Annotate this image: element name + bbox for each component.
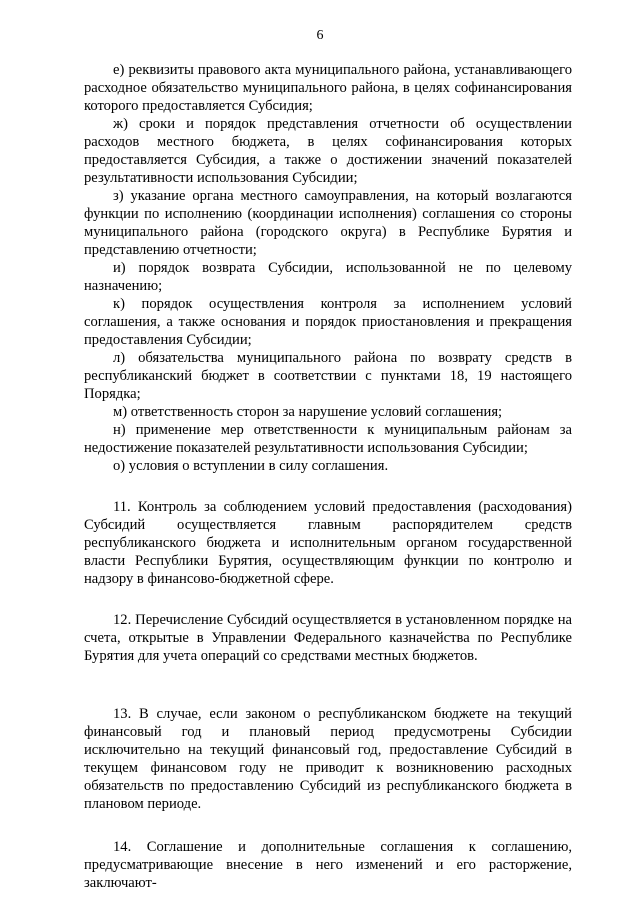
- section-14: 14. Соглашение и дополнительные соглашения к соглашению, предусматривающие внесение в него изменений и его расторжение, заключают-: [84, 839, 572, 891]
- list-item-i: и) порядок возврата Субсидии, использованной не по целевому назначению;: [84, 260, 572, 294]
- list-item-n: н) применение мер ответственности к муниципальным районам за недостижение показателей результативности использования Субсидии;: [84, 422, 572, 456]
- list-item-e: е) реквизиты правового акта муниципального района, устанавливающего расходное обязательство муниципального района, в целях софинансирования которого предоставляется Субсидия;: [84, 62, 572, 114]
- list-item-z: з) указание органа местного самоуправления, на который возлагаются функции по исполнению (координации исполнения) соглашения со стороны муниципального района (городского округа) в Республике Бурятия и представлению отчетности;: [84, 188, 572, 258]
- section-13: 13. В случае, если законом о республиканском бюджете на текущий финансовый год и плановый период предусмотрены Субсидии исключительно на текущий финансовый год, предоставление Субсидий в текущем финансовом году не приводит к возникновению расходных обязательств по предоставлению Субсидий из республиканского бюджета в плановом периоде.: [84, 706, 572, 812]
- section-12: 12. Перечисление Субсидий осуществляется в установленном порядке на счета, открытые в Управлении Федерального казначейства по Республике Бурятия для учета операций со средствами местных бюджетов.: [84, 612, 572, 664]
- page-number: 6: [316, 28, 324, 43]
- list-item-l: л) обязательства муниципального района по возврату средств в республиканский бюджет в соответствии с пунктами 18, 19 настоящего Порядка;: [84, 350, 572, 402]
- list-item-m: м) ответственность сторон за нарушение условий соглашения;: [113, 404, 503, 420]
- list-item-zh: ж) сроки и порядок представления отчетности об осуществлении расходов местного бюджета, в целях софинансирования которых предоставляется Субсидия, а также о достижении значений показателей результативности использования Субсидии;: [84, 116, 572, 186]
- document-body: [84, 61, 572, 892]
- list-item-k: к) порядок осуществления контроля за исполнением условий соглашения, а также основания и порядок приостановления и прекращения предоставления Субсидии;: [84, 296, 572, 348]
- section-11: 11. Контроль за соблюдением условий предоставления (расходования) Субсидий осуществляется главным распорядителем средств республиканского бюджета и исполнительным органом государственной власти Республики Бурятия, осуществляющим функции по контролю и надзору в финансово-бюджетной сфере.: [84, 499, 572, 587]
- list-item-o: о) условия о вступлении в силу соглашения.: [113, 458, 389, 474]
